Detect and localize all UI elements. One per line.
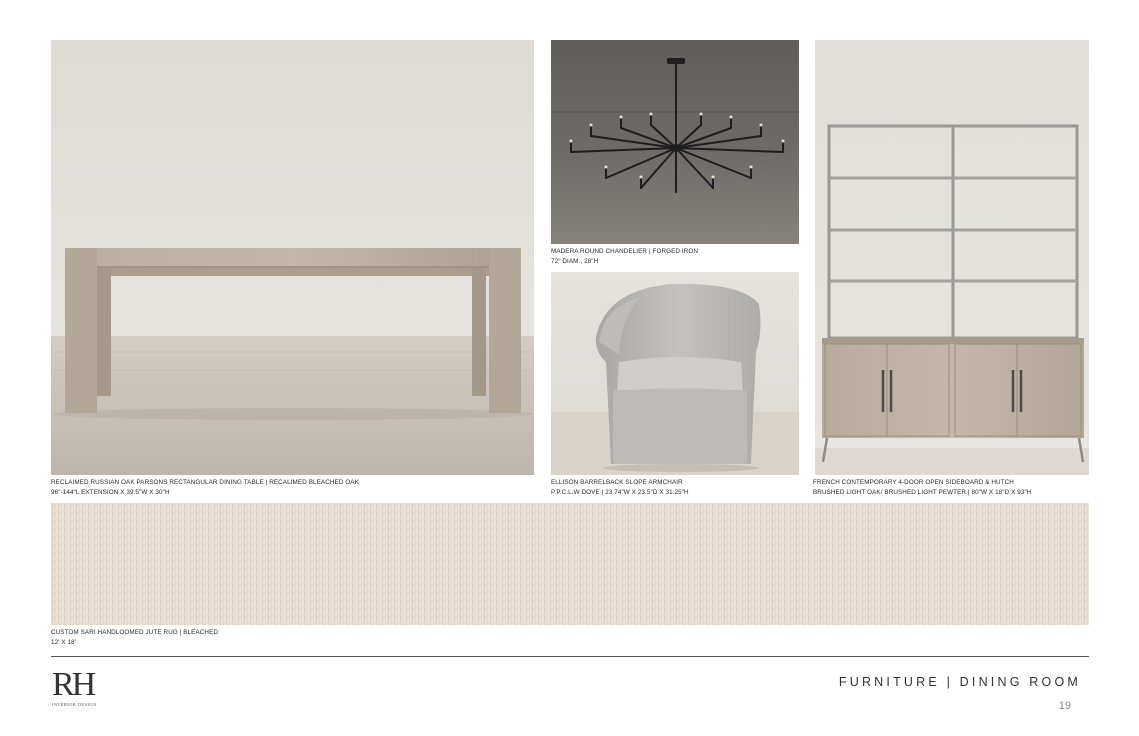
section-title: FURNITURE | DINING ROOM <box>838 675 1081 689</box>
dining-table-caption <box>51 478 359 497</box>
rug-name: CUSTOM SARI HANDLOOMED JUTE RUG | BLEACHED <box>51 629 219 636</box>
armchair-caption <box>551 478 689 497</box>
sideboard-name: FRENCH CONTEMPORARY 4-DOOR OPEN SIDEBOARD & HUTCH <box>813 479 1014 486</box>
chandelier-caption <box>551 247 698 266</box>
dining-table-image <box>51 40 534 475</box>
chandelier-image <box>551 40 799 244</box>
footer-divider <box>51 656 1089 657</box>
sideboard-caption <box>813 478 1031 497</box>
page-number: 19 <box>1058 700 1071 712</box>
rh-monogram-logo <box>52 668 102 708</box>
armchair-image <box>551 272 799 475</box>
logo-subtext: INTERIOR DESIGN <box>52 702 97 707</box>
sideboard-specs: BRUSHED LIGHT OAK/ BRUSHED LIGHT PEWTER | 80"W X 18"D X 93"H <box>813 488 1032 496</box>
dining-table-name: RECLAIMED RUSSIAN OAK PARSONS RECTANGULAR DINING TABLE | RECALIMED BLEACHED OAK <box>51 479 359 486</box>
dining-table-specs: 96"-144"L EXTENSION X 39.5"W X 30"H <box>51 488 170 496</box>
chandelier-name: MADERA ROUND CHANDELIER | FORGED IRON <box>551 248 699 255</box>
rug-specs: 12' X 18' <box>51 638 77 646</box>
armchair-name: ELLISON BARRELBACK SLOPE ARMCHAIR <box>551 479 683 486</box>
logo-monogram: RH <box>52 666 94 703</box>
sideboard-image <box>815 40 1089 475</box>
armchair-specs: P.P.C.L.W DOVE | 23.74"W X 23.5"D X 31.25"H <box>551 488 689 496</box>
rug-caption <box>51 628 218 647</box>
chandelier-specs: 72" DIAM., 28"H <box>551 257 599 265</box>
rug-image <box>51 503 1089 625</box>
